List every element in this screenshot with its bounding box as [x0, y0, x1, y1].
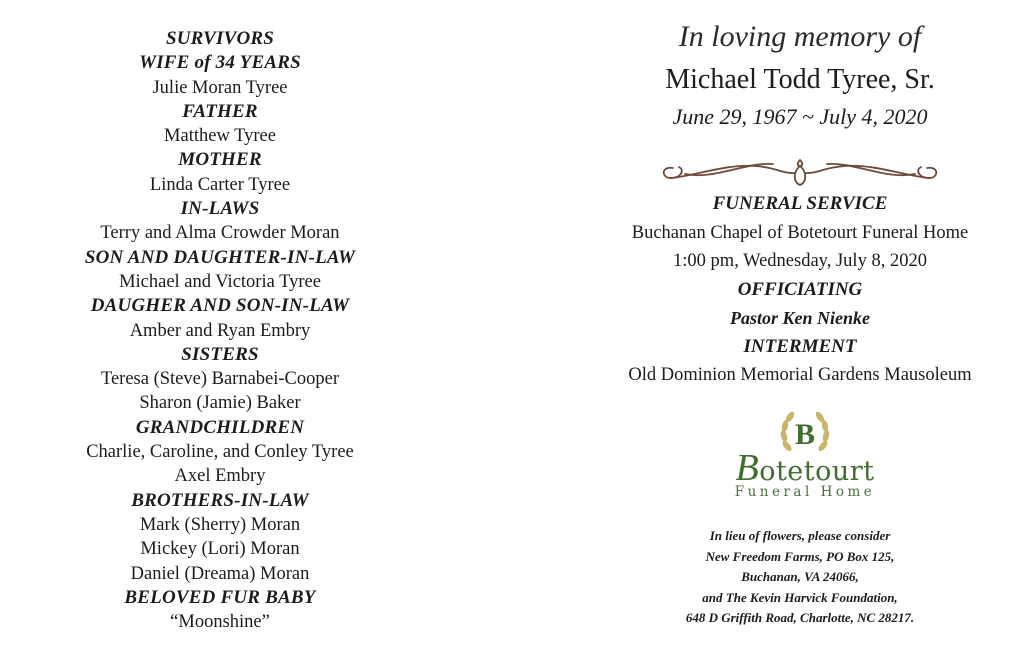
survivor-name: Amber and Ryan Embry: [129, 320, 311, 341]
logo-name-rest: otetourt: [759, 456, 875, 487]
service-details: [590, 190, 1010, 390]
deceased-name: Michael Todd Tyree, Sr.: [665, 64, 935, 95]
survivor-heading: SON AND DAUGHTER-IN-LAW: [84, 246, 356, 268]
in-lieu-note: [600, 526, 1000, 629]
lieu-line: 648 D Griffith Road, Charlotte, NC 28217.: [685, 610, 915, 625]
logo-subtitle: Funeral Home: [734, 484, 876, 500]
survivor-name: Mickey (Lori) Moran: [140, 539, 300, 560]
survivor-name: Sharon (Jamie) Baker: [139, 393, 301, 414]
survivor-name: Mark (Sherry) Moran: [139, 514, 301, 535]
logo-emblem-letter: B: [794, 418, 816, 451]
survivor-heading: SISTERS: [181, 343, 259, 365]
funeral-service-heading: FUNERAL SERVICE: [712, 193, 888, 214]
logo-initial: B: [735, 447, 760, 489]
interment-place: Old Dominion Memorial Gardens Mausoleum: [628, 365, 972, 385]
service-location: Buchanan Chapel of Botetourt Funeral Home: [631, 222, 969, 243]
survivor-heading: BELOVED FUR BABY: [124, 586, 316, 608]
survivor-name: Michael and Victoria Tyree: [119, 271, 321, 292]
survivors-panel: [20, 0, 420, 661]
officiant-name: Pastor Ken Nienke: [729, 308, 870, 328]
survivor-heading: MOTHER: [178, 149, 262, 171]
survivor-heading: DAUGHER AND SON-IN-LAW: [90, 295, 350, 317]
survivor-name: Charlie, Caroline, and Conley Tyree: [86, 442, 354, 463]
survivor-name: Daniel (Dreama) Moran: [130, 563, 310, 584]
lieu-line: Buchanan, VA 24066,: [741, 569, 859, 584]
survivor-name: Teresa (Steve) Barnabei-Cooper: [100, 369, 340, 390]
survivor-heading: FATHER: [182, 100, 258, 122]
lieu-line: In lieu of flowers, please consider: [709, 528, 891, 543]
interment-heading: INTERMENT: [743, 335, 857, 357]
survivor-heading: IN-LAWS: [180, 198, 260, 220]
funeral-home-logo: [720, 402, 890, 512]
survivor-heading: WIFE of 34 YEARS: [139, 52, 301, 74]
survivor-name: Matthew Tyree: [164, 126, 276, 147]
survivors-title: SURVIVORS: [165, 28, 275, 49]
survivors-list: [20, 27, 420, 634]
survivor-name: “Moonshine”: [170, 612, 270, 633]
survivor-heading: GRANDCHILDREN: [135, 416, 305, 438]
survivor-name: Julie Moran Tyree: [152, 77, 288, 98]
lieu-line: New Freedom Farms, PO Box 125,: [705, 548, 895, 564]
flourish-divider-icon: [655, 154, 945, 188]
survivor-name: Linda Carter Tyree: [149, 174, 291, 195]
survivor-name: Axel Embry: [174, 466, 266, 487]
service-time: 1:00 pm, Wednesday, July 8, 2020: [673, 251, 927, 271]
officiating-heading: OFFICIATING: [737, 278, 863, 300]
survivor-name: Terry and Alma Crowder Moran: [100, 223, 340, 244]
memorial-intro: In loving memory of: [678, 20, 922, 53]
life-dates: June 29, 1967 ~ July 4, 2020: [672, 104, 928, 129]
lieu-line: and The Kevin Harvick Foundation,: [702, 589, 898, 605]
survivor-heading: BROTHERS-IN-LAW: [131, 489, 309, 511]
